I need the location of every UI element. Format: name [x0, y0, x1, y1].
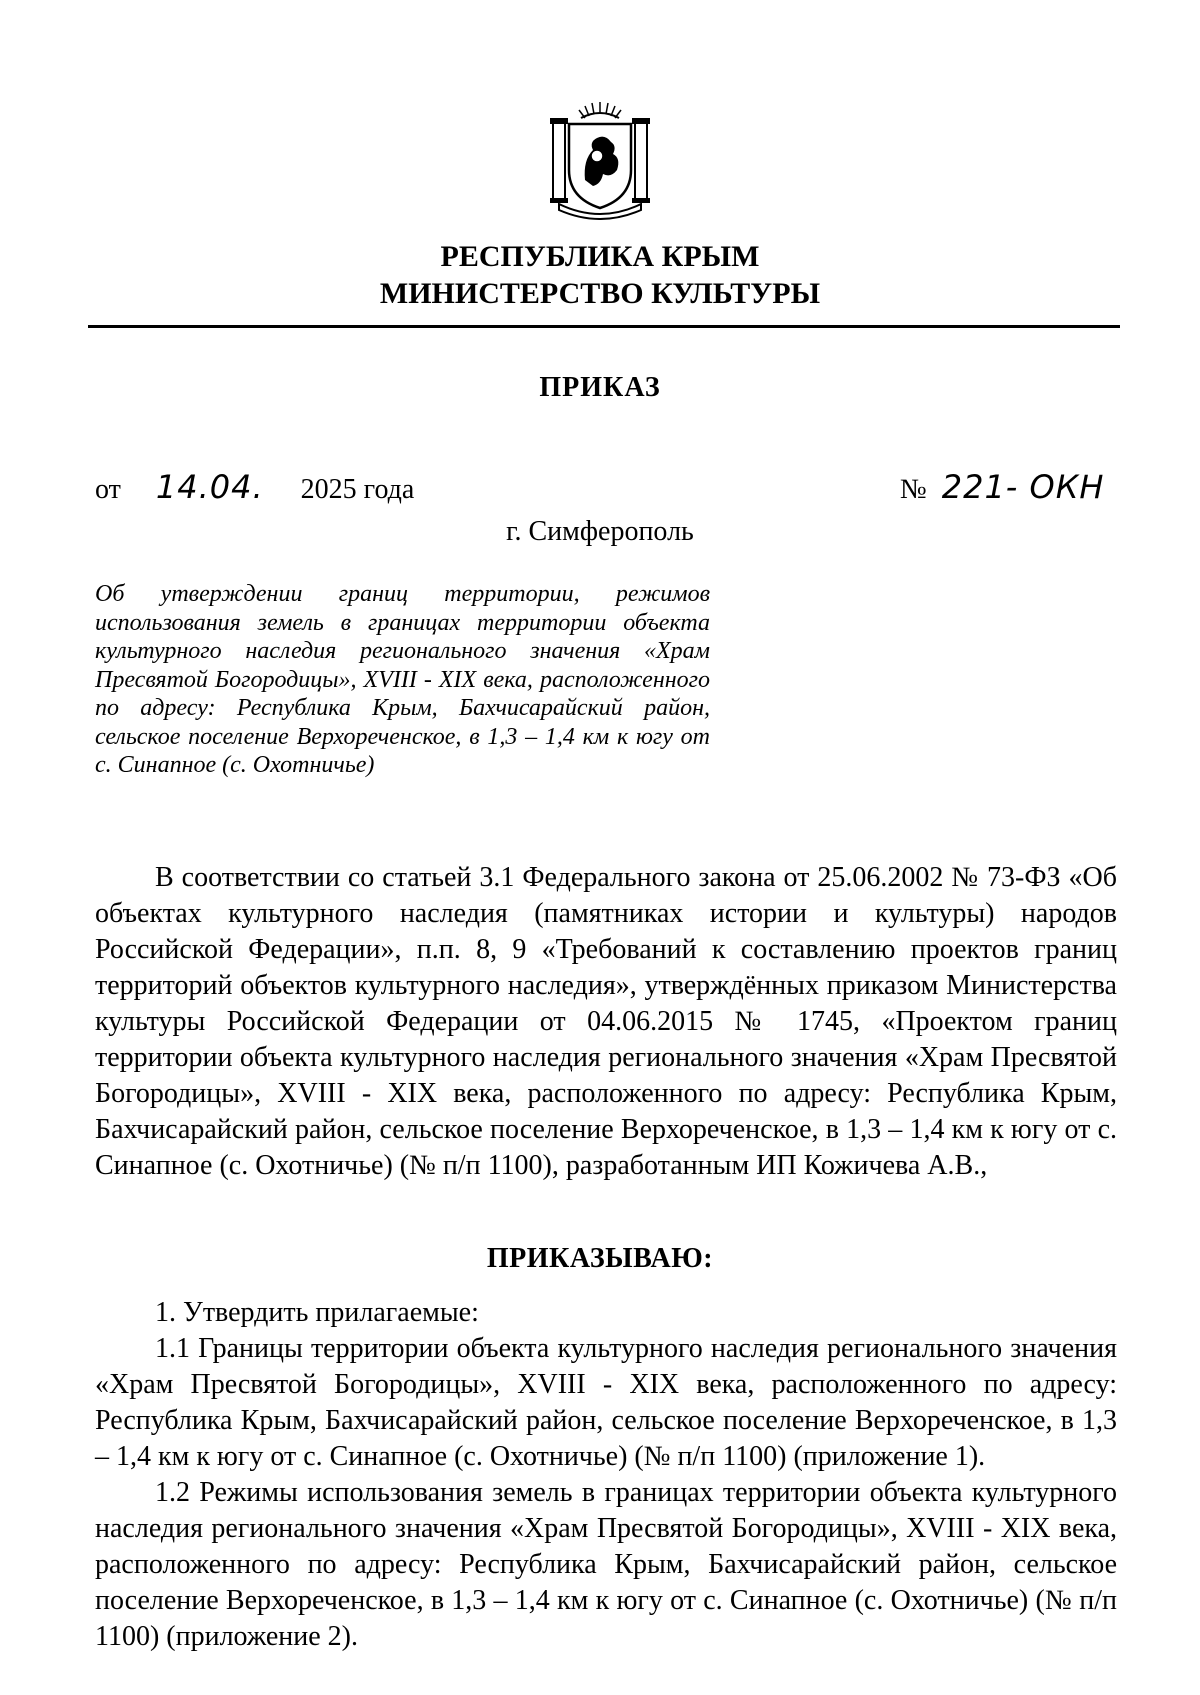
- header-divider: [88, 325, 1120, 328]
- republic-name: РЕСПУБЛИКА КРЫМ: [440, 240, 760, 273]
- crimea-coat-of-arms-icon: [545, 100, 655, 220]
- number-prefix: №: [900, 474, 927, 505]
- handwritten-date: 14.04.: [155, 468, 264, 506]
- order-item-1: 1. Утвердить прилагаемые:: [155, 1297, 479, 1328]
- order-date: [95, 468, 414, 506]
- ministry-name: МИНИСТЕРСТВО КУЛЬТУРЫ: [379, 277, 821, 310]
- order-items: [95, 1295, 1117, 1655]
- handwritten-number: 221- ОКН: [941, 468, 1105, 506]
- city: г. Симферополь: [506, 516, 694, 547]
- order-item-1-1: 1.1 Границы территории объекта культурного наследия регионального значения «Храм Пресвятой Богородицы», XVIII - XIX века, расположенного по адресу: Республика Крым, Бахчисарайский район, сельское поселение Верхореченское, в 1,3 – 1,4 км к югу от с. Синапное (с. Охотничье) (№ п/п 1100) (приложение 1).: [95, 1333, 1117, 1472]
- date-year: 2025 года: [300, 474, 415, 505]
- preamble-paragraph: В соответствии со статьей 3.1 Федерального закона от 25.06.2002 № 73-ФЗ «Об объектах культурного наследия (памятниках истории и культуры) народов Российской Федерации», п.п. 8, 9 «Требований к составлению проектов границ территорий объектов культурного наследия», утверждённых приказом Министерства культуры Российской Федерации от 04.06.2015 № 1745, «Проектом границ территории объекта культурного наследия регионального значения «Храм Пресвятой Богородицы», XVIII - XIX века, расположенного по адресу: Республика Крым, Бахчисарайский район, сельское поселение Верхореченское, в 1,3 – 1,4 км к югу от с. Синапное (с. Охотничье) (№ п/п 1100), разработанным ИП Кожичева А.В.,: [95, 862, 1117, 1181]
- preamble: [95, 860, 1117, 1184]
- order-title: ПРИКАЗ: [539, 372, 661, 403]
- order-subject: Об утверждении границ территории, режимов использования земель в границах территории объекта культурного наследия регионального значения «Храм Пресвятой Богородицы», XVIII - XIX века, расположенного по адресу: Республика Крым, Бахчисарайский район, сельское поселение Верхореченское, в 1,3 – 1,4 км к югу от с. Синапное (с. Охотничье): [95, 581, 710, 778]
- orders-heading: ПРИКАЗЫВАЮ:: [486, 1243, 714, 1274]
- order-item-1-2: 1.2 Режимы использования земель в границах территории объекта культурного наследия регионального значения «Храм Пресвятой Богородицы», XVIII - XIX века, расположенного по адресу: Республика Крым, Бахчисарайский район, сельское поселение Верхореченское, в 1,3 – 1,4 км к югу от с. Синапное (с. Охотничье) (№ п/п 1100) (приложение 2).: [95, 1477, 1117, 1652]
- date-prefix: от: [95, 474, 121, 505]
- order-number: [900, 468, 1104, 506]
